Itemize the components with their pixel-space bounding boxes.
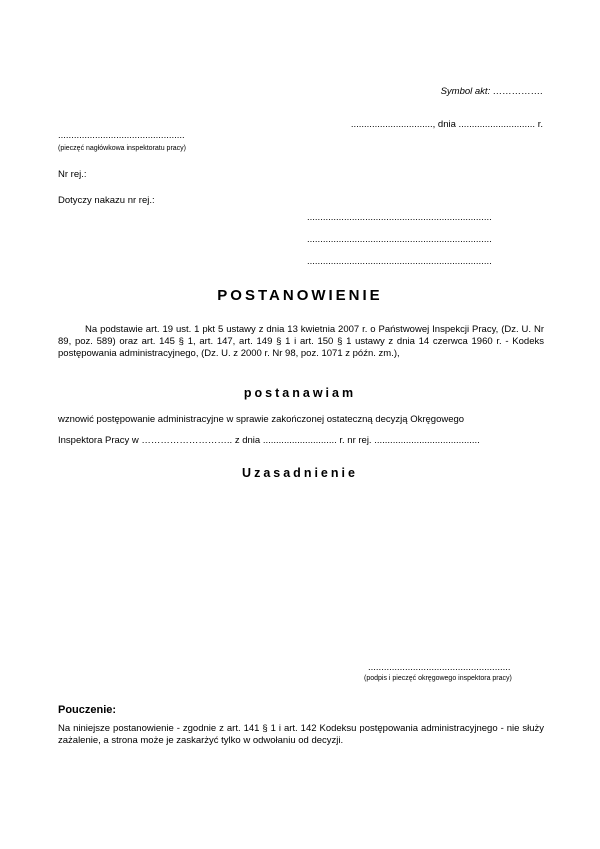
address-line-1: ...................................................................... [307,212,492,223]
address-line-2: ...................................................................... [307,234,492,245]
decision-heading: postanawiam [243,386,357,400]
address-line-3: ...................................................................... [307,256,492,267]
document-title: POSTANOWIENIE [217,287,383,304]
legal-basis-paragraph: Na podstawie art. 19 ust. 1 pkt 5 ustawy z dnia 13 kwietnia 2007 r. o Państwowej Inspekcji Pracy, (Dz. U. Nr 89, poz. 589) oraz art. 145 § 1, art. 147, art. 149 § 1 i art. 150 § 1 ustawy z dnia 14 czerwca 1960 r. - Kodeks postępowania administracyjnego, (Dz. U. z 2000 r. Nr 98, poz. 1071 z późn. zm.), [58,324,544,359]
instruction-text: Na niniejsze postanowienie - zgodnie z art. 141 § 1 i art. 142 Kodeksu postępowania administracyjnego - nie służy zażalenie, a strona może je zaskarżyć tylko w odwołaniu od decyzji. [58,723,544,746]
dotyczy-nakazu-label: Dotyczy nakazu nr rej.: [58,195,155,206]
place-date-line: ..............................., dnia ............................. r. [350,119,543,130]
justification-heading: Uzasadnienie [242,466,358,480]
symbol-akt: Symbol akt: ……………. [440,86,543,97]
decision-line-2: Inspektora Pracy w ……………………….. z dnia ............................ r. nr rej. ........................................ [58,435,480,446]
signature-caption: (podpis i pieczęć okręgowego inspektora pracy) [364,675,512,682]
stamp-dots: ................................................ [58,130,185,141]
instruction-heading: Pouczenie: [58,704,117,716]
nr-rej-label: Nr rej.: [58,169,87,180]
stamp-caption: (pieczęć nagłówkowa inspektoratu pracy) [58,145,187,152]
signature-dots: ...................................................... [368,662,511,673]
decision-line-1: wznowić postępowanie administracyjne w sprawie zakończonej ostateczną decyzją Okręgowego [58,414,465,425]
